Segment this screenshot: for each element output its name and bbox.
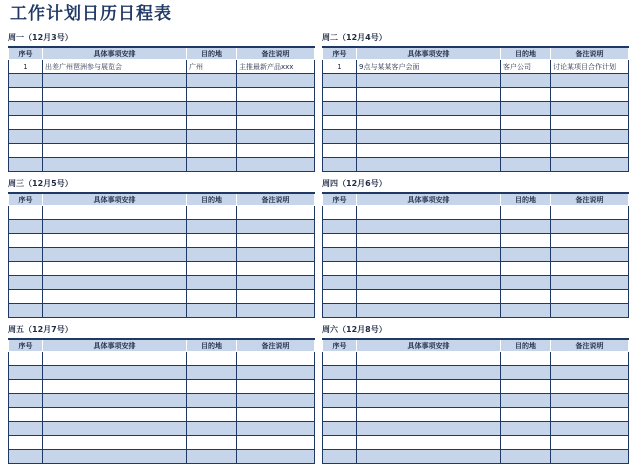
table-cell[interactable] bbox=[9, 436, 43, 450]
table-cell[interactable] bbox=[551, 262, 629, 276]
table-cell[interactable]: 讨论某项目合作计划 bbox=[551, 60, 629, 74]
table-cell[interactable] bbox=[357, 74, 501, 88]
table-cell[interactable] bbox=[9, 262, 43, 276]
table-row bbox=[9, 304, 315, 318]
schedule-table bbox=[322, 192, 629, 318]
table-header-row bbox=[323, 47, 629, 60]
table-row bbox=[323, 158, 629, 172]
table-cell[interactable] bbox=[237, 422, 315, 436]
table-cell[interactable] bbox=[323, 144, 357, 158]
column-header: 具体事项安排 bbox=[357, 193, 501, 206]
table-cell[interactable] bbox=[237, 290, 315, 304]
table-row bbox=[9, 206, 315, 220]
table-row bbox=[9, 158, 315, 172]
table-cell[interactable] bbox=[551, 366, 629, 380]
column-header: 备注说明 bbox=[237, 193, 315, 206]
table-cell[interactable] bbox=[9, 248, 43, 262]
table-row bbox=[9, 408, 315, 422]
column-header: 目的地 bbox=[501, 193, 551, 206]
table-row bbox=[9, 248, 315, 262]
table-cell[interactable] bbox=[551, 276, 629, 290]
table-cell[interactable] bbox=[187, 352, 237, 366]
day-block-2 bbox=[322, 30, 628, 172]
column-header: 目的地 bbox=[501, 47, 551, 60]
table-cell[interactable] bbox=[551, 88, 629, 102]
table-cell[interactable] bbox=[551, 144, 629, 158]
table-row bbox=[323, 60, 629, 74]
table-cell[interactable] bbox=[551, 130, 629, 144]
table-cell[interactable] bbox=[237, 206, 315, 220]
table-cell[interactable] bbox=[237, 158, 315, 172]
table-cell[interactable] bbox=[43, 88, 187, 102]
table-cell[interactable] bbox=[43, 422, 187, 436]
table-cell[interactable] bbox=[43, 234, 187, 248]
table-cell[interactable] bbox=[187, 394, 237, 408]
table-cell[interactable] bbox=[551, 380, 629, 394]
table-cell[interactable] bbox=[357, 436, 501, 450]
table-cell[interactable] bbox=[501, 450, 551, 464]
table-cell[interactable] bbox=[501, 304, 551, 318]
table-row bbox=[9, 436, 315, 450]
table-cell[interactable] bbox=[501, 234, 551, 248]
table-cell[interactable] bbox=[551, 394, 629, 408]
table-cell[interactable] bbox=[43, 116, 187, 130]
table-header-row bbox=[9, 339, 315, 352]
table-cell[interactable] bbox=[43, 352, 187, 366]
table-cell[interactable] bbox=[551, 408, 629, 422]
day-block-1 bbox=[8, 30, 314, 172]
table-cell[interactable] bbox=[357, 408, 501, 422]
table-cell[interactable] bbox=[187, 144, 237, 158]
table-cell[interactable] bbox=[43, 380, 187, 394]
table-cell[interactable] bbox=[9, 394, 43, 408]
table-cell[interactable] bbox=[323, 408, 357, 422]
table-cell[interactable] bbox=[323, 276, 357, 290]
table-cell[interactable] bbox=[43, 290, 187, 304]
schedule-table bbox=[322, 338, 629, 464]
table-cell[interactable]: 广州 bbox=[187, 60, 237, 74]
table-cell[interactable] bbox=[9, 366, 43, 380]
column-header: 备注说明 bbox=[237, 47, 315, 60]
table-row bbox=[323, 422, 629, 436]
table-cell[interactable] bbox=[357, 276, 501, 290]
table-row bbox=[323, 234, 629, 248]
table-cell[interactable] bbox=[501, 116, 551, 130]
table-cell[interactable]: 1 bbox=[323, 60, 357, 74]
table-cell[interactable] bbox=[501, 276, 551, 290]
column-header: 序号 bbox=[9, 47, 43, 60]
table-cell[interactable] bbox=[187, 248, 237, 262]
table-cell[interactable] bbox=[551, 450, 629, 464]
table-row bbox=[323, 206, 629, 220]
table-cell[interactable] bbox=[551, 116, 629, 130]
table-cell[interactable] bbox=[357, 234, 501, 248]
table-cell[interactable] bbox=[501, 88, 551, 102]
table-cell[interactable] bbox=[323, 88, 357, 102]
table-cell[interactable] bbox=[357, 248, 501, 262]
table-cell[interactable] bbox=[187, 276, 237, 290]
table-cell[interactable] bbox=[43, 248, 187, 262]
table-cell[interactable] bbox=[9, 74, 43, 88]
column-header: 目的地 bbox=[187, 193, 237, 206]
table-cell[interactable] bbox=[187, 220, 237, 234]
table-cell[interactable] bbox=[323, 290, 357, 304]
table-cell[interactable] bbox=[9, 220, 43, 234]
day-label: 周四（12月6号） bbox=[322, 179, 387, 188]
schedule-table bbox=[8, 46, 315, 172]
table-cell[interactable] bbox=[9, 116, 43, 130]
table-row bbox=[9, 234, 315, 248]
table-row bbox=[9, 220, 315, 234]
table-cell[interactable] bbox=[357, 450, 501, 464]
table-row bbox=[323, 220, 629, 234]
table-cell[interactable]: 客户公司 bbox=[501, 60, 551, 74]
table-row bbox=[323, 380, 629, 394]
day-block-5 bbox=[8, 322, 314, 464]
table-cell[interactable] bbox=[187, 304, 237, 318]
table-cell[interactable] bbox=[501, 394, 551, 408]
table-cell[interactable] bbox=[501, 74, 551, 88]
table-cell[interactable] bbox=[9, 422, 43, 436]
table-row bbox=[323, 116, 629, 130]
table-cell[interactable] bbox=[9, 290, 43, 304]
table-cell[interactable] bbox=[501, 262, 551, 276]
table-cell[interactable] bbox=[501, 206, 551, 220]
column-header: 序号 bbox=[9, 339, 43, 352]
table-cell[interactable] bbox=[323, 394, 357, 408]
table-cell[interactable] bbox=[237, 366, 315, 380]
table-row bbox=[9, 88, 315, 102]
table-row bbox=[323, 450, 629, 464]
table-row bbox=[323, 408, 629, 422]
table-cell[interactable] bbox=[551, 102, 629, 116]
table-cell[interactable]: 主推最新产品xxx bbox=[237, 60, 315, 74]
table-cell[interactable] bbox=[9, 450, 43, 464]
table-row bbox=[9, 394, 315, 408]
table-cell[interactable] bbox=[357, 88, 501, 102]
table-cell[interactable] bbox=[187, 408, 237, 422]
table-cell[interactable] bbox=[43, 436, 187, 450]
column-header: 目的地 bbox=[187, 339, 237, 352]
column-header: 备注说明 bbox=[551, 339, 629, 352]
table-cell[interactable] bbox=[43, 220, 187, 234]
table-cell[interactable] bbox=[357, 220, 501, 234]
table-cell[interactable] bbox=[187, 450, 237, 464]
table-row bbox=[9, 102, 315, 116]
table-cell[interactable] bbox=[551, 248, 629, 262]
table-cell[interactable] bbox=[357, 116, 501, 130]
table-cell[interactable] bbox=[323, 436, 357, 450]
table-cell[interactable] bbox=[187, 366, 237, 380]
table-cell[interactable] bbox=[501, 408, 551, 422]
column-header: 具体事项安排 bbox=[43, 47, 187, 60]
table-cell[interactable] bbox=[501, 130, 551, 144]
table-cell[interactable] bbox=[9, 130, 43, 144]
day-label: 周五（12月7号） bbox=[8, 325, 73, 334]
table-cell[interactable] bbox=[187, 206, 237, 220]
column-header: 备注说明 bbox=[237, 339, 315, 352]
table-cell[interactable] bbox=[323, 220, 357, 234]
table-cell[interactable] bbox=[9, 234, 43, 248]
table-cell[interactable] bbox=[237, 144, 315, 158]
table-cell[interactable] bbox=[237, 102, 315, 116]
table-cell[interactable] bbox=[551, 422, 629, 436]
table-cell[interactable] bbox=[9, 352, 43, 366]
table-cell[interactable] bbox=[9, 304, 43, 318]
table-cell[interactable] bbox=[237, 352, 315, 366]
table-cell[interactable] bbox=[551, 436, 629, 450]
table-cell[interactable] bbox=[323, 158, 357, 172]
table-cell[interactable] bbox=[501, 248, 551, 262]
table-cell[interactable] bbox=[357, 352, 501, 366]
table-row bbox=[323, 276, 629, 290]
table-cell[interactable] bbox=[501, 436, 551, 450]
schedule-table bbox=[8, 338, 315, 464]
table-cell[interactable] bbox=[187, 158, 237, 172]
table-row bbox=[9, 60, 315, 74]
table-cell[interactable] bbox=[501, 158, 551, 172]
table-row bbox=[9, 116, 315, 130]
table-row bbox=[323, 88, 629, 102]
table-cell[interactable] bbox=[551, 220, 629, 234]
table-row bbox=[323, 366, 629, 380]
column-header: 具体事项安排 bbox=[43, 339, 187, 352]
table-cell[interactable] bbox=[357, 262, 501, 276]
table-header-row bbox=[323, 339, 629, 352]
table-row bbox=[323, 436, 629, 450]
table-row bbox=[323, 394, 629, 408]
table-row bbox=[323, 130, 629, 144]
table-row bbox=[9, 450, 315, 464]
table-cell[interactable] bbox=[237, 220, 315, 234]
table-cell[interactable] bbox=[187, 436, 237, 450]
day-block-4 bbox=[322, 176, 628, 318]
table-cell[interactable] bbox=[237, 408, 315, 422]
table-cell[interactable] bbox=[187, 74, 237, 88]
column-header: 序号 bbox=[9, 193, 43, 206]
table-row bbox=[9, 380, 315, 394]
day-label: 周一（12月3号） bbox=[8, 33, 73, 42]
table-cell[interactable] bbox=[9, 88, 43, 102]
table-cell[interactable] bbox=[551, 304, 629, 318]
table-cell[interactable] bbox=[323, 352, 357, 366]
table-cell[interactable] bbox=[323, 450, 357, 464]
day-block-6 bbox=[322, 322, 628, 464]
table-cell[interactable]: 1 bbox=[9, 60, 43, 74]
table-header-row bbox=[9, 47, 315, 60]
table-cell[interactable] bbox=[501, 102, 551, 116]
table-row bbox=[9, 422, 315, 436]
table-cell[interactable] bbox=[237, 304, 315, 318]
column-header: 具体事项安排 bbox=[357, 339, 501, 352]
column-header: 序号 bbox=[323, 339, 357, 352]
table-cell[interactable] bbox=[187, 88, 237, 102]
table-cell[interactable] bbox=[9, 276, 43, 290]
table-cell[interactable] bbox=[237, 74, 315, 88]
table-header-row bbox=[9, 193, 315, 206]
table-cell[interactable] bbox=[551, 234, 629, 248]
table-cell[interactable] bbox=[43, 366, 187, 380]
table-row bbox=[323, 262, 629, 276]
table-cell[interactable] bbox=[501, 220, 551, 234]
table-row bbox=[323, 290, 629, 304]
table-cell[interactable] bbox=[551, 206, 629, 220]
table-row bbox=[323, 248, 629, 262]
table-cell[interactable] bbox=[43, 304, 187, 318]
table-cell[interactable] bbox=[551, 290, 629, 304]
table-cell[interactable] bbox=[43, 74, 187, 88]
table-cell[interactable] bbox=[187, 262, 237, 276]
table-row bbox=[323, 102, 629, 116]
column-header: 具体事项安排 bbox=[357, 47, 501, 60]
schedule-table bbox=[8, 192, 315, 318]
table-cell[interactable] bbox=[187, 234, 237, 248]
table-row bbox=[323, 74, 629, 88]
table-cell[interactable] bbox=[237, 262, 315, 276]
table-cell[interactable] bbox=[237, 394, 315, 408]
table-cell[interactable] bbox=[323, 116, 357, 130]
schedule-table bbox=[322, 46, 629, 172]
table-row bbox=[9, 290, 315, 304]
table-row bbox=[9, 130, 315, 144]
table-cell[interactable] bbox=[187, 102, 237, 116]
column-header: 目的地 bbox=[501, 339, 551, 352]
table-cell[interactable] bbox=[9, 102, 43, 116]
table-cell[interactable] bbox=[323, 248, 357, 262]
table-cell[interactable] bbox=[43, 408, 187, 422]
table-cell[interactable] bbox=[501, 352, 551, 366]
table-cell[interactable] bbox=[357, 158, 501, 172]
table-row bbox=[323, 352, 629, 366]
table-cell[interactable] bbox=[323, 262, 357, 276]
table-cell[interactable] bbox=[237, 130, 315, 144]
table-cell[interactable] bbox=[43, 450, 187, 464]
table-cell[interactable] bbox=[551, 74, 629, 88]
table-cell[interactable] bbox=[237, 234, 315, 248]
table-cell[interactable] bbox=[357, 380, 501, 394]
table-row bbox=[9, 262, 315, 276]
table-cell[interactable] bbox=[9, 158, 43, 172]
table-cell[interactable] bbox=[9, 380, 43, 394]
table-cell[interactable] bbox=[43, 158, 187, 172]
day-block-3 bbox=[8, 176, 314, 318]
table-cell[interactable] bbox=[323, 234, 357, 248]
table-cell[interactable] bbox=[357, 394, 501, 408]
table-cell[interactable] bbox=[501, 422, 551, 436]
page-title: 工作计划日历日程表 bbox=[10, 4, 172, 24]
table-cell[interactable] bbox=[237, 88, 315, 102]
table-cell[interactable] bbox=[323, 206, 357, 220]
table-cell[interactable] bbox=[323, 380, 357, 394]
table-cell[interactable] bbox=[551, 158, 629, 172]
table-row bbox=[9, 74, 315, 88]
table-cell[interactable] bbox=[43, 130, 187, 144]
table-row bbox=[323, 144, 629, 158]
table-cell[interactable] bbox=[43, 276, 187, 290]
table-cell[interactable] bbox=[9, 144, 43, 158]
table-cell[interactable] bbox=[43, 262, 187, 276]
table-cell[interactable] bbox=[323, 304, 357, 318]
day-label: 周二（12月4号） bbox=[322, 33, 387, 42]
table-cell[interactable] bbox=[323, 130, 357, 144]
table-cell[interactable] bbox=[187, 130, 237, 144]
table-row bbox=[323, 304, 629, 318]
table-row bbox=[9, 276, 315, 290]
table-cell[interactable] bbox=[187, 116, 237, 130]
table-header-row bbox=[323, 193, 629, 206]
table-cell[interactable] bbox=[323, 74, 357, 88]
table-cell[interactable] bbox=[323, 366, 357, 380]
column-header: 目的地 bbox=[187, 47, 237, 60]
table-cell[interactable] bbox=[501, 144, 551, 158]
day-label: 周三（12月5号） bbox=[8, 179, 73, 188]
day-label: 周六（12月8号） bbox=[322, 325, 387, 334]
table-cell[interactable] bbox=[501, 380, 551, 394]
table-cell[interactable] bbox=[237, 276, 315, 290]
table-cell[interactable] bbox=[357, 144, 501, 158]
column-header: 序号 bbox=[323, 47, 357, 60]
table-cell[interactable] bbox=[501, 366, 551, 380]
table-row bbox=[9, 352, 315, 366]
table-row bbox=[9, 144, 315, 158]
column-header: 备注说明 bbox=[551, 193, 629, 206]
table-cell[interactable] bbox=[237, 248, 315, 262]
table-cell[interactable] bbox=[357, 206, 501, 220]
table-cell[interactable] bbox=[357, 304, 501, 318]
table-cell[interactable] bbox=[357, 102, 501, 116]
table-cell[interactable] bbox=[43, 206, 187, 220]
table-cell[interactable] bbox=[237, 380, 315, 394]
table-cell[interactable] bbox=[323, 102, 357, 116]
table-cell[interactable] bbox=[323, 422, 357, 436]
table-cell[interactable] bbox=[43, 144, 187, 158]
table-cell[interactable] bbox=[237, 436, 315, 450]
table-cell[interactable] bbox=[43, 394, 187, 408]
table-cell[interactable]: 9点与某某客户会面 bbox=[357, 60, 501, 74]
table-cell[interactable] bbox=[357, 290, 501, 304]
column-header: 具体事项安排 bbox=[43, 193, 187, 206]
table-cell[interactable] bbox=[237, 450, 315, 464]
table-cell[interactable] bbox=[551, 352, 629, 366]
table-cell[interactable] bbox=[501, 290, 551, 304]
table-cell[interactable] bbox=[357, 366, 501, 380]
table-cell[interactable] bbox=[187, 380, 237, 394]
table-cell[interactable] bbox=[43, 102, 187, 116]
table-cell[interactable] bbox=[9, 206, 43, 220]
column-header: 序号 bbox=[323, 193, 357, 206]
column-header: 备注说明 bbox=[551, 47, 629, 60]
table-cell[interactable] bbox=[187, 422, 237, 436]
table-row bbox=[9, 366, 315, 380]
table-cell[interactable] bbox=[357, 422, 501, 436]
table-cell[interactable]: 出差广州琶洲参与展览会 bbox=[43, 60, 187, 74]
table-cell[interactable] bbox=[9, 408, 43, 422]
table-cell[interactable] bbox=[187, 290, 237, 304]
table-cell[interactable] bbox=[357, 130, 501, 144]
table-cell[interactable] bbox=[237, 116, 315, 130]
